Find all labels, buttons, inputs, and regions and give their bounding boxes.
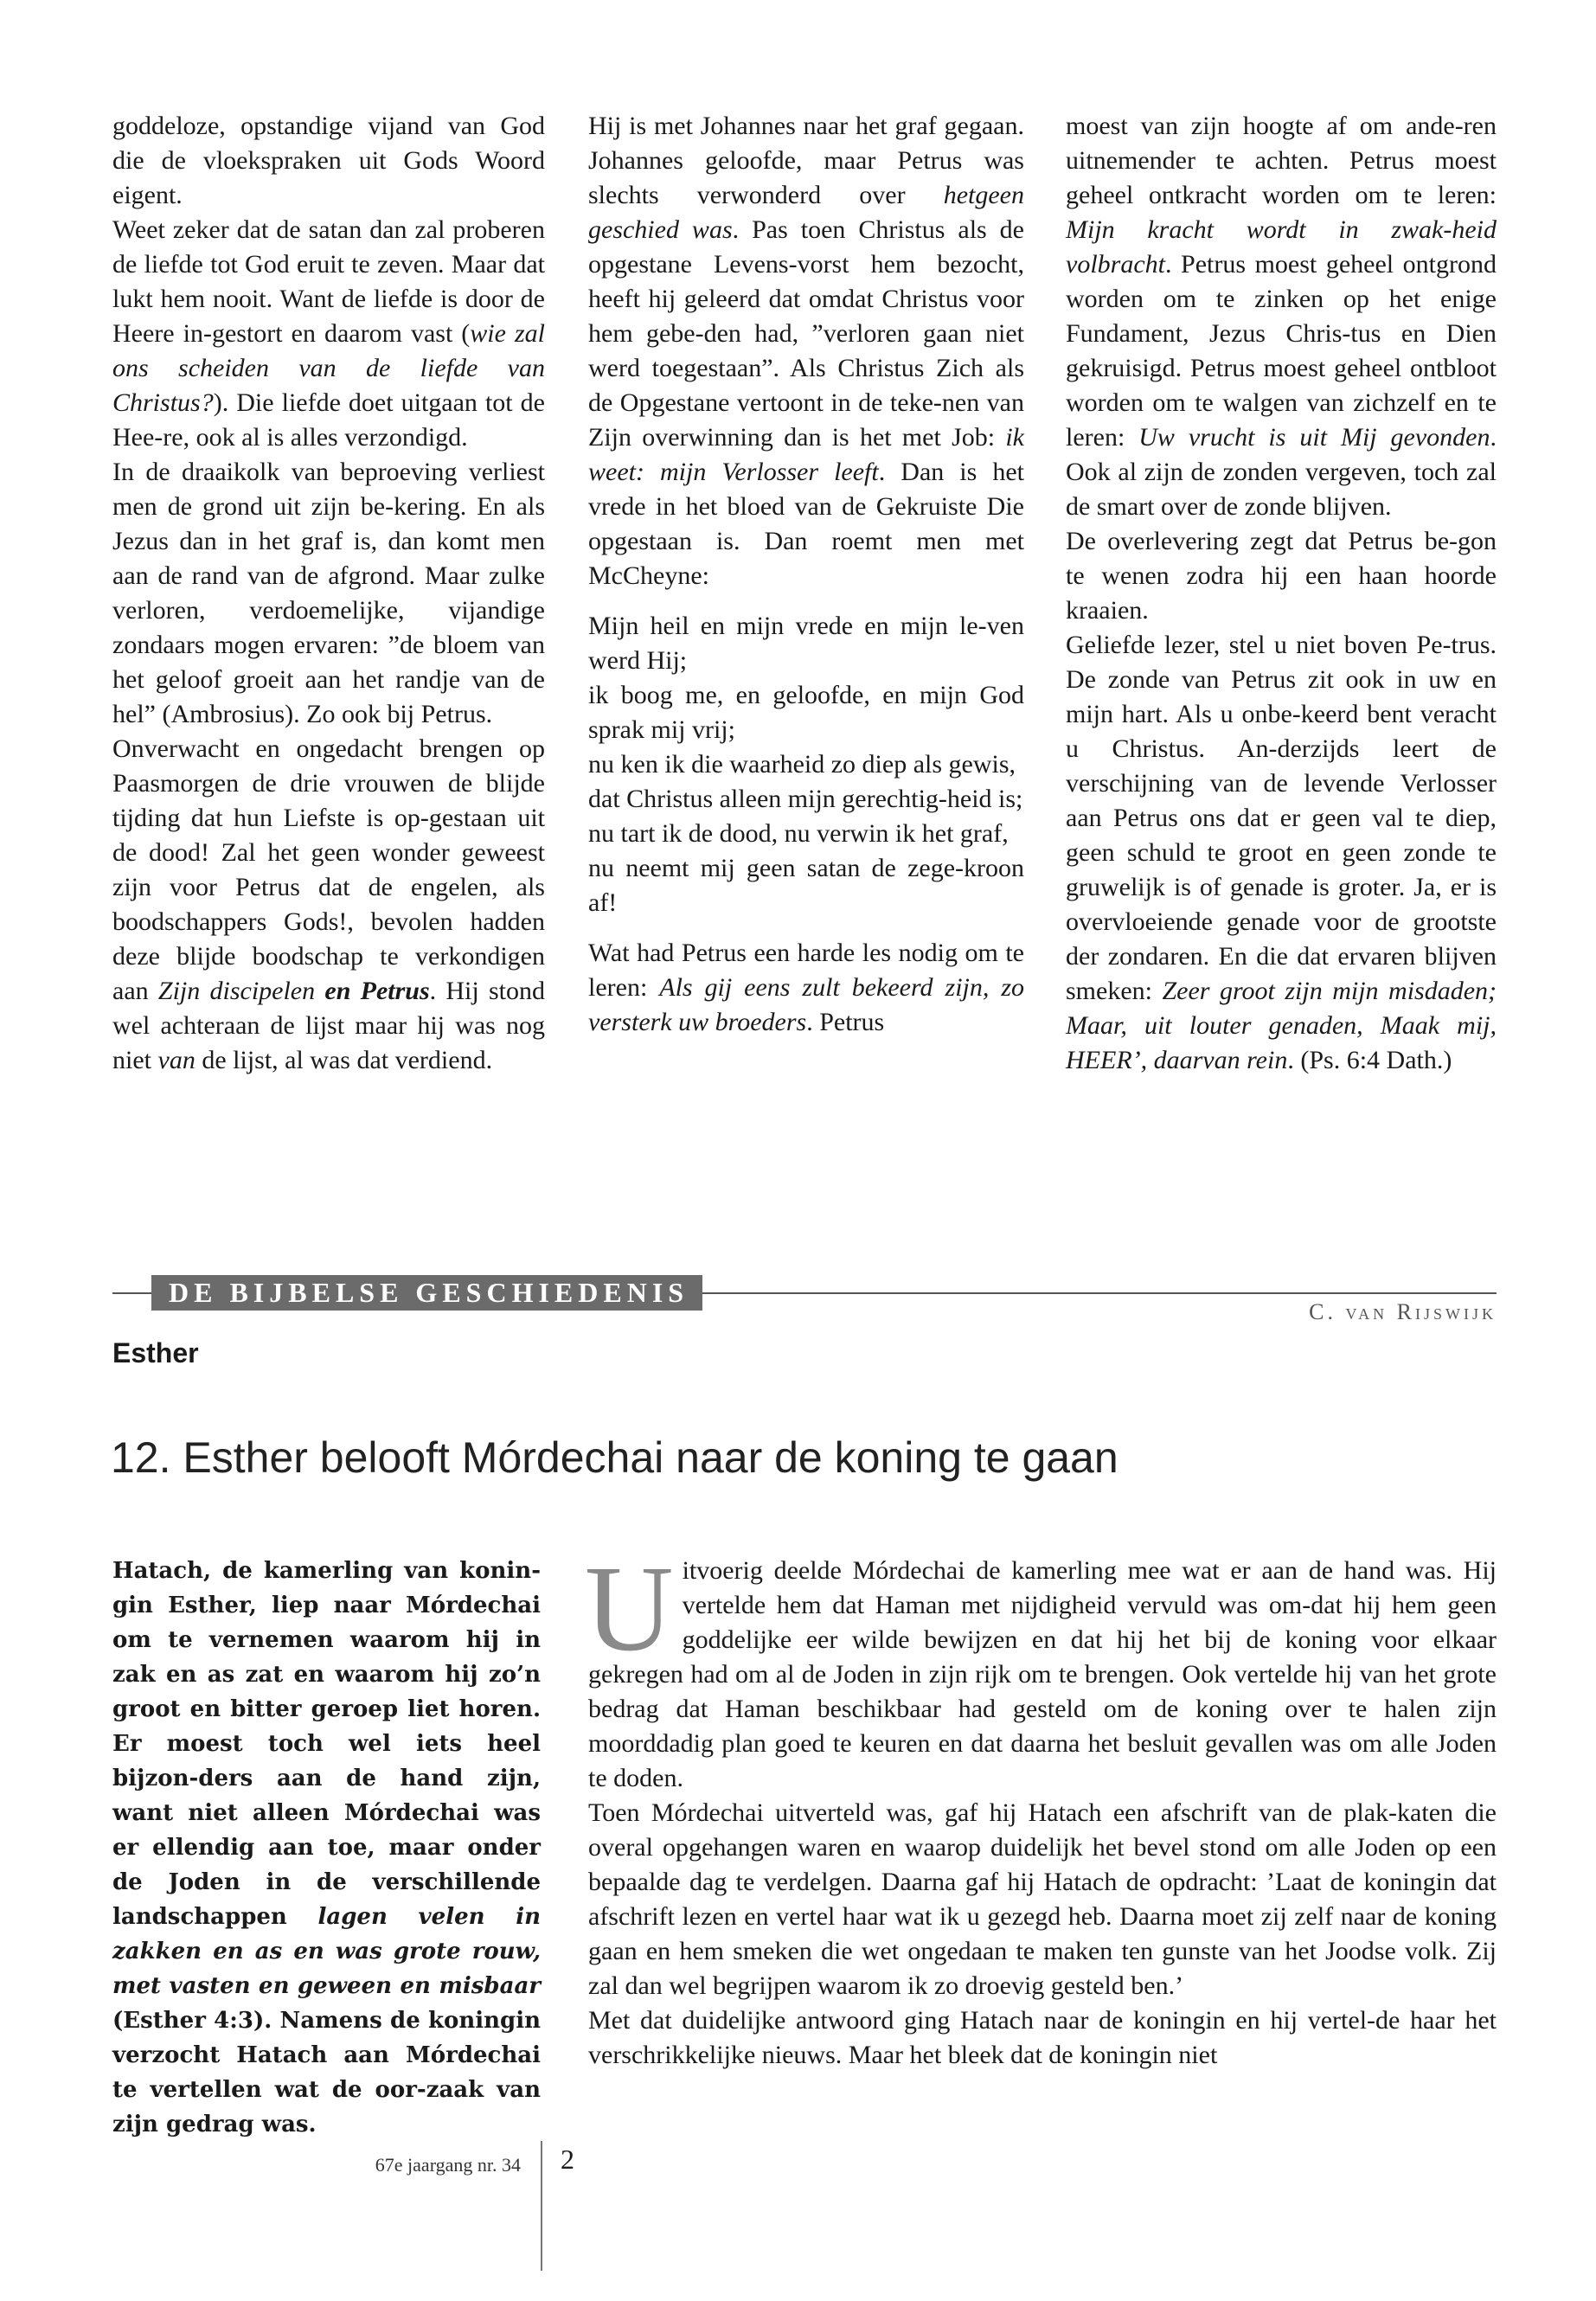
- quote-italic: hetgeen geschied was: [588, 181, 1024, 244]
- column-1: [112, 109, 545, 1078]
- poem: [588, 609, 1024, 920]
- quote-italic: ik weet: mijn Verlosser leeft: [588, 423, 1024, 486]
- issue-info: 67e jaargang nr. 34: [375, 2154, 521, 2176]
- quote-italic: Zijn discipelen: [157, 977, 316, 1005]
- quote-italic: Mijn kracht wordt in zwak-heid volbracht: [1066, 215, 1497, 279]
- section-label: DE BIJBELSE GESCHIEDENIS: [151, 1275, 702, 1311]
- poem-line: dat Christus alleen mijn gerechtig-heid is;: [588, 785, 1023, 813]
- poem-line: ik boog me, en geloofde, en mijn God sprak mij vrij;: [588, 681, 1024, 744]
- paragraph: Onverwacht en ongedacht brengen op Paasmorgen de drie vrouwen de blijde tijding dat hun Liefste is op-gestaan uit de dood! Zal het geen wonder geweest zijn voor Petrus dat de engelen, als boodschappers Gods!, bevolen hadden deze blijde boodschap te verkondigen aan Zijn discipelen en Petrus. Hij stond wel achteraan de lijst maar hij was nog niet van de lijst, al was dat verdiend.: [112, 734, 545, 1074]
- footer-divider: [541, 2141, 542, 2271]
- quote-italic: Zeer groot zijn mijn misdaden; Maar, uit louter genaden, Maak mij, HEER’, daarvan rein: [1066, 977, 1497, 1074]
- poem-line: nu ken ik die waarheid zo diep als gewis,: [588, 750, 1016, 779]
- author-name: C. van Rijswijk: [1309, 1299, 1497, 1324]
- paragraph: moest van zijn hoogte af om ande-ren uitnemender te achten. Petrus moest geheel ontkracht worden om te leren: Mijn kracht wordt in zwak-heid volbracht. Petrus moest geheel ontgrond worden om te zinken op het enige Fundament, Jezus Chris-tus en Dien gekruisigd. Petrus moest geheel ontbloot worden om te walgen van zichzelf en te leren: Uw vrucht is uit Mij gevonden. Ook al zijn de zonden vergeven, toch zal de smart over de zonde blijven.: [1066, 112, 1497, 521]
- emphasis: van: [157, 1046, 195, 1074]
- paragraph: In de draaikolk van beproeving verliest men de grond uit zijn be-kering. En als Jezus dan in het graf is, dan komt men aan de rand van de afgrond. Maar zulke verloren, verdoemelijke, vijandige zondaars mogen ervaren: ”de bloem van het geloof groeit aan het randje van de hel” (Ambrosius). Zo ook bij Petrus.: [112, 458, 545, 728]
- book-title: Esther: [112, 1337, 199, 1368]
- lead-paragraph: Hatach, de kamerling van konin-gin Esther, liep naar Mórdechai om te vernemen waarom hij in zak en as zat en waarom hij zo’n groot en bitter geroep liet horen. Er moest toch wel iets heel bijzon-ders aan de hand zijn, want niet alleen Mórdechai was er ellendig aan toe, maar onder de Joden in de verschillende landschappen lagen velen in zakken en as en was grote rouw, met vasten en geween en misbaar (Esther 4:3). Namens de koningin verzocht Hatach aan Mórdechai te vertellen wat de oor-zaak van zijn gedrag was.: [112, 1558, 541, 2138]
- quote-italic: Uw vrucht is uit Mij gevonden: [1138, 423, 1490, 452]
- body-text: [585, 1540, 1497, 2073]
- quote-italic: lagen velen in zakken en as en was grote rouw, met vasten en geween en misbaar: [112, 1904, 541, 1999]
- paragraph: goddeloze, opstandige vijand van God die de vloekspraken uit Gods Woord eigent.: [112, 112, 545, 209]
- quote-italic: Als gij eens zult bekeerd zijn, zo versterk uw broeders: [588, 973, 1024, 1036]
- quote-italic: wie zal ons scheiden van de liefde van Christus?: [112, 319, 545, 417]
- paragraph: Toen Mórdechai uitverteld was, gaf hij Hatach een afschrift van de plak-katen die overal opgehangen waren en waarop duidelijk het bevel stond om alle Joden op een bepaalde dag te verdelgen. Daarna gaf hij Hatach de opdracht: ’Laat de koningin dat afschrift lezen en vertel haar wat ik u gezegd heb. Daarna moet zij zelf naar de koning gaan en hem smeken die wet ongedaan te maken ten gunste van het Joodse volk. Zij zal dan wel begrijpen waarom ik zo droevig gesteld ben.’: [588, 1798, 1497, 2000]
- chapter-heading: 12. Esther belooft Mórdechai naar de koning te gaan: [111, 1433, 1118, 1482]
- paragraph: Hij is met Johannes naar het graf gegaan. Johannes geloofde, maar Petrus was slechts verwonderd over hetgeen geschied was. Pas toen Christus als de opgestane Levens-vorst hem bezocht, heeft hij geleerd dat omdat Christus voor hem gebe-den had, ”verloren gaan niet werd toegestaan”. Als Christus Zich als de Opgestane vertoont in de teke-nen van Zijn overwinning dan is het met Job: ik weet: mijn Verlosser leeft. Dan is het vrede in het bloed van de Gekruiste Die opgestaan is. Dan roemt men met McCheyne:: [588, 112, 1025, 590]
- poem-line: nu tart ik de dood, nu verwin ik het graf,: [588, 819, 1009, 848]
- paragraph: Wat had Petrus een harde les nodig om te leren: Als gij eens zult bekeerd zijn, zo versterk uw broeders. Petrus: [588, 939, 1024, 1036]
- paragraph: Weet zeker dat de satan dan zal proberen de liefde tot God eruit te zeven. Maar dat lukt hem nooit. Want de liefde is door de Heere in-gestort en daarom vast (wie zal ons scheiden van de liefde van Christus?). Die liefde doet uitgaan tot de Hee-re, ook al is alles verzondigd.: [112, 215, 545, 452]
- paragraph: Geliefde lezer, stel u niet boven Pe-trus. De zonde van Petrus zit ook in uw en mijn hart. Als u onbe-keerd bent veracht u Christus. An-derzijds leert de verschijning van de levende Verlosser aan Petrus ons dat er geen val te diep, geen schuld te groot en geen zonde te gruwelijk is of genade is groter. Ja, er is overvloeiende genade voor de grootste der zondaren. En die dat ervaren blijven smeken: Zeer groot zijn mijn misdaden; Maar, uit louter genaden, Maak mij, HEER’, daarvan rein. (Ps. 6:4 Dath.): [1066, 631, 1497, 1074]
- paragraph: Met dat duidelijke antwoord ging Hatach naar de koningin en hij vertel-de haar het verschrikkelijke nieuws. Maar het bleek dat de koningin niet: [588, 2006, 1497, 2069]
- paragraph: Uitvoerig deelde Mórdechai de kamerling mee wat er aan de hand was. Hij vertelde hem dat Haman met nijdigheid vervuld was om-dat hij hem geen goddelijke eer wilde bewijzen en dat hij het bij de koning voor elkaar gekregen had om al de Joden in zijn rijk om te brengen. Ook vertelde hij van het grote bedrag dat Haman beschikbaar had gesteld om de koning over te halen zijn moorddadig plan goed te keuren en dat daarna het besluit gevallen was om alle Joden te doden.: [585, 1540, 1497, 1792]
- poem-line: nu neemt mij geen satan de zege-kroon af!: [588, 854, 1024, 917]
- column-2: [588, 109, 1024, 1040]
- poem-line: Mijn heil en mijn vrede en mijn le-ven werd Hij;: [588, 612, 1024, 675]
- paragraph: De overlevering zegt dat Petrus be-gon te wenen zodra hij een haan hoorde kraaien.: [1066, 527, 1497, 625]
- column-3: [1066, 109, 1497, 1078]
- quote-bold-italic: en Petrus: [324, 977, 430, 1005]
- drop-cap: U: [585, 1540, 674, 1676]
- page-number: 2: [561, 2144, 574, 2175]
